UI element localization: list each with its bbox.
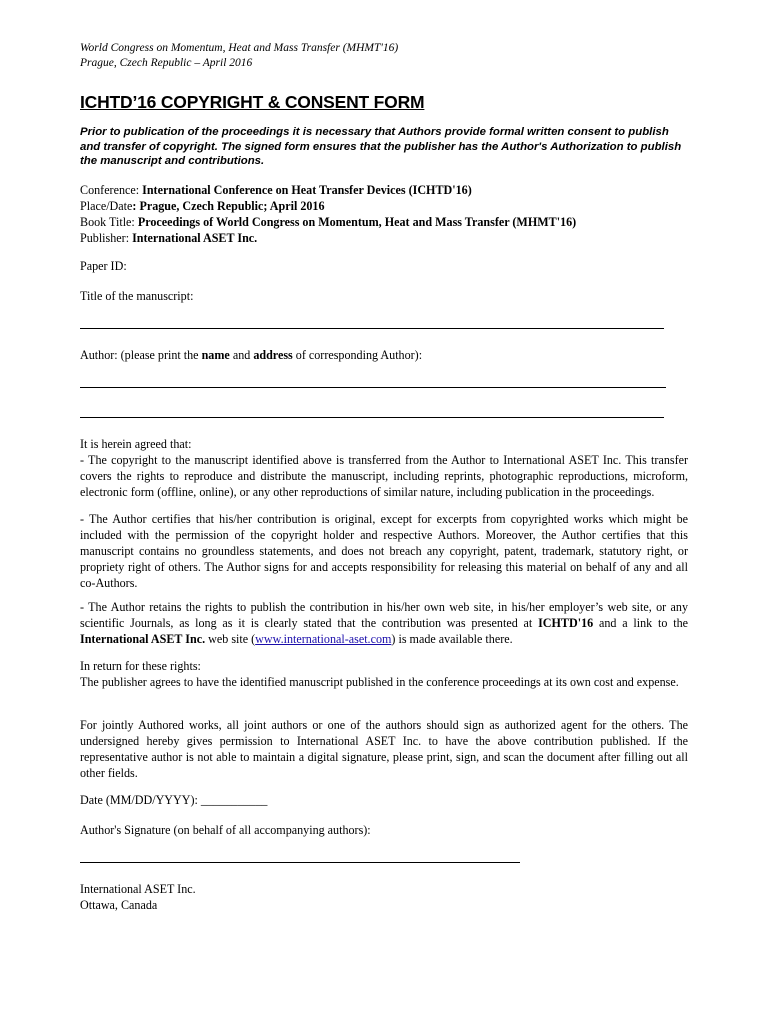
book-title-label: Book Title: — [80, 215, 138, 229]
book-title-line — [80, 214, 688, 230]
agreement-clause-3 — [80, 599, 688, 647]
author-label-post: of corresponding Author): — [292, 348, 423, 362]
agreement-clause-1: - The copyright to the manuscript identified above is transferred from the Author to International ASET Inc. This transfer covers the rights to reproduce and distribute the manuscript, including reprints, photographic reproductions, microform, electronic form (offline, online), or any other reproductions of similar nature, including publication in the proceedings. — [80, 453, 688, 499]
clause-3-post: ) is made available there. — [391, 632, 513, 646]
place-value: : Prague, Czech Republic; April 2016 — [132, 199, 325, 213]
publisher-line — [80, 230, 688, 246]
author-label — [80, 347, 688, 363]
author-label-name: name — [201, 348, 230, 362]
footer-organization: International ASET Inc. — [80, 882, 196, 896]
author-label-pre: Author: (please print the — [80, 348, 202, 362]
author-line-2[interactable] — [80, 417, 664, 418]
publisher-value: International ASET Inc. — [132, 231, 258, 245]
conference-label: Conference: — [80, 183, 143, 197]
manuscript-title-line[interactable] — [80, 328, 664, 329]
publisher-label: Publisher: — [80, 231, 133, 245]
place-label: Place/Date — [80, 199, 133, 213]
date-field[interactable]: Date (MM/DD/YYYY): ___________ — [80, 793, 268, 807]
agreement-clause-2: - The Author certifies that his/her contribution is original, except for excerpts from copyrighted works which might be included with the permission of the copyright holder and respective Authors. Moreover, the Author certifies that this manuscript contains no groundless statements, and does not breach any copyright, patent, trademark, statutory right, or propriety right of others. The Author signs for and accepts responsibility for releasing this material on behalf of any and all co-Authors. — [80, 512, 688, 590]
aset-website-link[interactable]: www.international-aset.com — [255, 632, 392, 646]
clause-3-organization: International ASET Inc. — [80, 632, 206, 646]
clause-3-pre: - The Author retains the rights to publish the contribution in his/her own web site, in his/her employer’s web site, or any scientific Journals, as long as it is clearly stated that the contribution was presented at — [80, 600, 688, 630]
conference-line — [80, 182, 688, 198]
return-heading: In return for these rights: — [80, 659, 201, 673]
clause-3-mid: and a link to the — [593, 616, 688, 630]
clause-3-conference: ICHTD'16 — [538, 616, 594, 630]
paper-id-label: Paper ID: — [80, 259, 127, 273]
signature-line[interactable] — [80, 862, 520, 863]
header-line-location: Prague, Czech Republic – April 2016 — [80, 57, 253, 69]
clause-3-web: web site ( — [205, 632, 256, 646]
agreement-intro: It is herein agreed that: — [80, 437, 192, 451]
footer-city: Ottawa, Canada — [80, 898, 158, 912]
return-section — [80, 658, 688, 690]
conference-value: International Conference on Heat Transfer Devices (ICHTD'16) — [142, 183, 472, 197]
author-label-mid: and — [229, 348, 254, 362]
author-line-1[interactable] — [80, 387, 666, 388]
intro-paragraph: Prior to publication of the proceedings it is necessary that Authors provide formal written consent to publish and transfer of copyright. The signed form ensures that the publisher has the Author's Authorization to publish the manuscript and contributions. — [80, 126, 682, 167]
footer-address — [80, 881, 688, 913]
agreement-section — [80, 436, 688, 500]
author-label-address: address — [253, 348, 293, 362]
place-line — [80, 198, 688, 214]
joint-authors-paragraph: For jointly Authored works, all joint authors or one of the authors should sign as authorized agent for the others. The undersigned hereby gives permission to International ASET Inc. to have the above contribution published. If the representative author is not able to maintain a digital signature, please print, sign, and scan the document after filling out all other fields. — [80, 718, 688, 780]
header-line-congress: World Congress on Momentum, Heat and Mass Transfer (MHMT'16) — [80, 42, 399, 54]
book-title-value: Proceedings of World Congress on Momentum, Heat and Mass Transfer (MHMT'16) — [137, 215, 577, 229]
return-text: The publisher agrees to have the identified manuscript published in the conference proceedings at its own cost and expense. — [80, 675, 679, 689]
signature-label: Author's Signature (on behalf of all accompanying authors): — [80, 823, 371, 837]
document-header — [80, 41, 398, 71]
conference-details — [80, 182, 688, 246]
form-title: ICHTD’16 COPYRIGHT & CONSENT FORM — [80, 92, 425, 112]
manuscript-title-label: Title of the manuscript: — [80, 289, 194, 303]
